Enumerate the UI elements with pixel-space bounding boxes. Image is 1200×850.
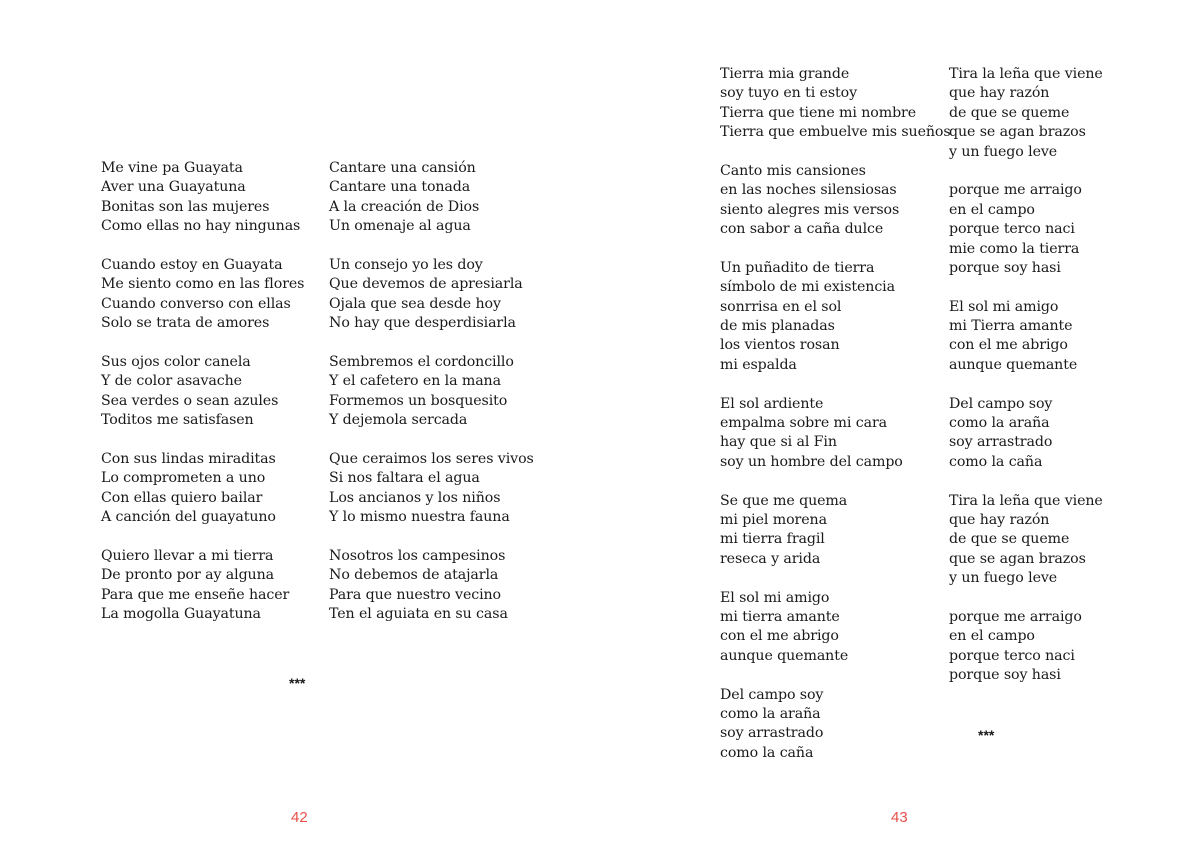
- verse-line: como la caña: [720, 744, 814, 761]
- verse-line: mi tierra fragil: [720, 531, 825, 548]
- verse-line: Nosotros los campesinos: [329, 547, 506, 564]
- stanza: [101, 256, 304, 334]
- verse-line: que se agan brazos: [949, 550, 1086, 567]
- stanza: [949, 298, 1103, 376]
- verse-line: empalma sobre mi cara: [720, 415, 887, 432]
- verse-line: El sol ardiente: [720, 395, 824, 412]
- verse-line: Toditos me satisfasen: [101, 412, 254, 429]
- right-poem-column-2: [949, 65, 1103, 705]
- stanza: [720, 589, 951, 667]
- verse-line: Tierra que tiene mi nombre: [720, 104, 917, 121]
- verse-line: que hay razón: [949, 511, 1050, 528]
- right-page: [600, 0, 1200, 850]
- verse-line: Cantare una tonada: [329, 179, 471, 196]
- verse-line: sonrrisa en el sol: [720, 298, 842, 315]
- left-poem-column-2: [329, 159, 534, 644]
- verse-line: Bonitas son las mujeres: [101, 198, 270, 215]
- verse-line: Para que me enseñe hacer: [101, 586, 290, 603]
- verse-line: Como ellas no hay ningunas: [101, 218, 301, 235]
- right-poem-column-1: [720, 65, 951, 782]
- verse-line: Que ceraimos los seres vivos: [329, 450, 534, 467]
- stanza: [949, 65, 1103, 162]
- stanza: [101, 353, 304, 431]
- verse-line: Tierra mia grande: [720, 66, 850, 82]
- verse-line: Quiero llevar a mi tierra: [101, 547, 274, 564]
- verse-line: Un omenaje al agua: [329, 218, 471, 235]
- right-page-number: 43: [891, 809, 908, 826]
- verse-line: porque terco naci: [949, 221, 1075, 238]
- verse-line: porque soy hasi: [949, 259, 1061, 276]
- verse-line: como la araña: [949, 415, 1050, 432]
- verse-line: que hay razón: [949, 85, 1050, 102]
- verse-line: Un puñadito de tierra: [720, 259, 875, 276]
- verse-line: Con sus lindas miraditas: [101, 450, 276, 467]
- stanza: [329, 547, 534, 625]
- verse-line: A la creación de Dios: [329, 198, 480, 215]
- stanza: [720, 259, 951, 375]
- verse-line: Para que nuestro vecino: [329, 586, 502, 603]
- verse-line: Si nos faltara el agua: [329, 470, 480, 487]
- stanza: [329, 256, 534, 334]
- verse-line: Cantare una cansión: [329, 160, 476, 176]
- verse-line: Y el cafetero en la mana: [329, 373, 501, 390]
- verse-line: Se que me quema: [720, 492, 848, 509]
- verse-line: porque soy hasi: [949, 667, 1061, 684]
- verse-line: A canción del guayatuno: [101, 509, 276, 526]
- stanza: [101, 450, 304, 528]
- verse-line: de mis planadas: [720, 318, 835, 335]
- verse-line: en el campo: [949, 201, 1035, 218]
- verse-line: Formemos un bosquesito: [329, 392, 508, 409]
- verse-line: en las noches silensiosas: [720, 182, 897, 199]
- verse-line: Del campo soy: [949, 395, 1053, 412]
- verse-line: soy un hombre del campo: [720, 453, 903, 470]
- verse-line: aunque quemante: [720, 647, 849, 664]
- verse-line: Aver una Guayatuna: [101, 179, 246, 196]
- verse-line: Cuando estoy en Guayata: [101, 256, 283, 273]
- verse-line: mi tierra amante: [720, 608, 840, 625]
- verse-line: Los ancianos y los niños: [329, 489, 501, 506]
- verse-line: porque me arraigo: [949, 608, 1082, 625]
- verse-line: porque terco naci: [949, 647, 1075, 664]
- verse-line: reseca y arida: [720, 550, 821, 567]
- stanza: [101, 547, 304, 625]
- verse-line: Sus ojos color canela: [101, 353, 251, 370]
- stanza: [720, 686, 951, 764]
- verse-line: Con ellas quiero bailar: [101, 489, 263, 506]
- verse-line: Solo se trata de amores: [101, 315, 270, 332]
- stanza: [720, 65, 951, 143]
- stanza: [720, 395, 951, 473]
- verse-line: Y lo mismo nuestra fauna: [329, 509, 510, 526]
- verse-line: Ojala que sea desde hoy: [329, 295, 501, 312]
- verse-line: De pronto por ay alguna: [101, 567, 274, 584]
- verse-line: en el campo: [949, 628, 1035, 645]
- stanza: [329, 353, 534, 431]
- verse-line: con el me abrigo: [720, 628, 839, 645]
- verse-line: Sembremos el cordoncillo: [329, 353, 514, 370]
- stanza: [949, 608, 1103, 686]
- verse-line: de que se queme: [949, 531, 1070, 548]
- verse-line: El sol mi amigo: [720, 589, 830, 606]
- verse-line: Canto mis cansiones: [720, 162, 866, 179]
- verse-line: hay que si al Fin: [720, 434, 837, 451]
- verse-line: Y de color asavache: [101, 373, 242, 390]
- verse-line: soy arrastrado: [720, 725, 824, 742]
- verse-line: siento alegres mis versos: [720, 201, 900, 218]
- stanza: [720, 162, 951, 240]
- verse-line: con el me abrigo: [949, 337, 1068, 354]
- verse-line: soy tuyo en ti estoy: [720, 85, 857, 102]
- verse-line: y un fuego leve: [949, 570, 1058, 587]
- verse-line: Me siento como en las flores: [101, 276, 305, 293]
- verse-line: No hay que desperdisiarla: [329, 315, 516, 332]
- verse-line: Cuando converso con ellas: [101, 295, 291, 312]
- verse-line: aunque quemante: [949, 356, 1078, 373]
- verse-line: como la caña: [949, 453, 1043, 470]
- stanza: [329, 450, 534, 528]
- left-poem-column-1: [101, 159, 304, 644]
- verse-line: con sabor a caña dulce: [720, 221, 884, 238]
- verse-line: símbolo de mi existencia: [720, 279, 895, 296]
- verse-line: Tira la leña que viene: [949, 492, 1103, 509]
- verse-line: mi Tierra amante: [949, 318, 1073, 335]
- verse-line: Un consejo yo les doy: [329, 256, 483, 273]
- verse-line: Del campo soy: [720, 686, 824, 703]
- verse-line: y un fuego leve: [949, 143, 1058, 160]
- verse-line: Me vine pa Guayata: [101, 160, 243, 176]
- verse-line: Lo comprometen a uno: [101, 470, 266, 487]
- verse-line: Sea verdes o sean azules: [101, 392, 279, 409]
- verse-line: mi piel morena: [720, 511, 827, 528]
- verse-line: como la araña: [720, 705, 821, 722]
- verse-line: Ten el aguiata en su casa: [329, 605, 508, 622]
- left-section-separator: ***: [289, 675, 306, 691]
- verse-line: Que devemos de apresiarla: [329, 276, 523, 293]
- verse-line: El sol mi amigo: [949, 298, 1059, 315]
- stanza: [101, 159, 304, 237]
- verse-line: No debemos de atajarla: [329, 567, 499, 584]
- stanza: [949, 395, 1103, 473]
- stanza: [949, 492, 1103, 589]
- verse-line: porque me arraigo: [949, 182, 1082, 199]
- right-section-separator: ***: [978, 727, 995, 743]
- verse-line: La mogolla Guayatuna: [101, 605, 261, 622]
- stanza: [720, 492, 951, 570]
- left-page-number: 42: [291, 809, 308, 826]
- verse-line: mi espalda: [720, 356, 797, 373]
- verse-line: que se agan brazos: [949, 124, 1086, 141]
- verse-line: de que se queme: [949, 104, 1070, 121]
- verse-line: los vientos rosan: [720, 337, 840, 354]
- verse-line: Y dejemola sercada: [329, 412, 468, 429]
- stanza: [949, 181, 1103, 278]
- verse-line: Tierra que embuelve mis sueños: [720, 124, 951, 141]
- verse-line: soy arrastrado: [949, 434, 1053, 451]
- verse-line: Tira la leña que viene: [949, 66, 1103, 82]
- stanza: [329, 159, 534, 237]
- verse-line: mie como la tierra: [949, 240, 1080, 257]
